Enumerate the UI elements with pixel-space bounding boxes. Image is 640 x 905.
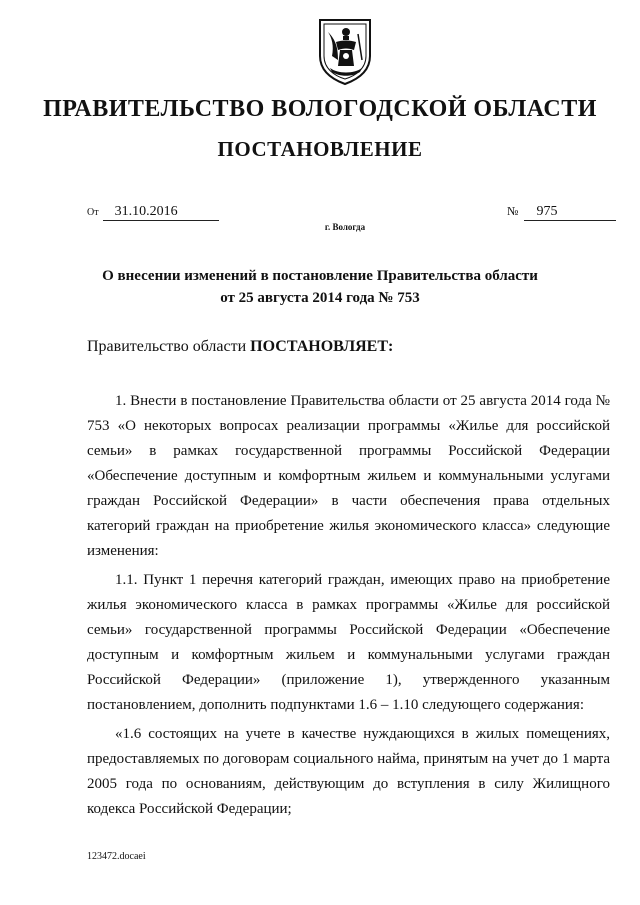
organization-heading: ПРАВИТЕЛЬСТВО ВОЛОГОДСКОЙ ОБЛАСТИ [43,96,597,122]
number-label: № [507,204,519,218]
paragraph-1-6: «1.6 состоящих на учете в качестве нуждающихся в жилых помещениях, предоставляемых по договорам социального найма, принятым на учет до 1 марта 2005 года по основаниям, действующим до вступления в силу Жилищного кодекса Российской Федерации; [87,726,610,817]
title-line-2: от 25 августа 2014 года № 753 [220,290,420,306]
document-type-heading: ПОСТАНОВЛЕНИЕ [217,137,423,161]
date-field [87,204,219,221]
document-title [0,265,640,309]
number-value: 975 [524,204,616,221]
file-code: 123472.docaei [87,851,146,862]
coat-of-arms-emblem [316,16,374,86]
decree-prefix: Правительство области [87,338,251,355]
date-label: От [87,207,99,218]
decree-statement [87,338,393,356]
date-value: 31.10.2016 [103,204,219,221]
paragraph-1-1: 1.1. Пункт 1 перечня категорий граждан, имеющих право на приобретение жилья экономического класса в рамках программы «Жилье для российской семьи» государственной программы Российской Федерации «Обеспечение доступным и комфортным жильем и коммунальными услугами граждан Российской Федерации» (приложение 1), утвержденного указанным постановлением, дополнить подпунктами 1.6 – 1.10 следующего содержания: [87,572,610,713]
paragraph-1: 1. Внести в постановление Правительства области от 25 августа 2014 года № 753 «О некоторых вопросах реализации программы «Жилье для российской семьи» в рамках государственной программы Российской Федерации «Обеспечение доступным и комфортным жильем и коммунальными услугами граждан Российской Федерации» в части обеспечения права отдельных категорий граждан на приобретение жилья экономического класса» следующие изменения: [87,393,610,559]
number-field [507,204,616,221]
document-body [87,389,610,826]
title-line-1: О внесении изменений в постановление Правительства области [102,268,538,284]
city-label: г. Вологда [324,222,366,232]
decree-keyword: ПОСТАНОВЛЯЕТ: [250,338,394,355]
